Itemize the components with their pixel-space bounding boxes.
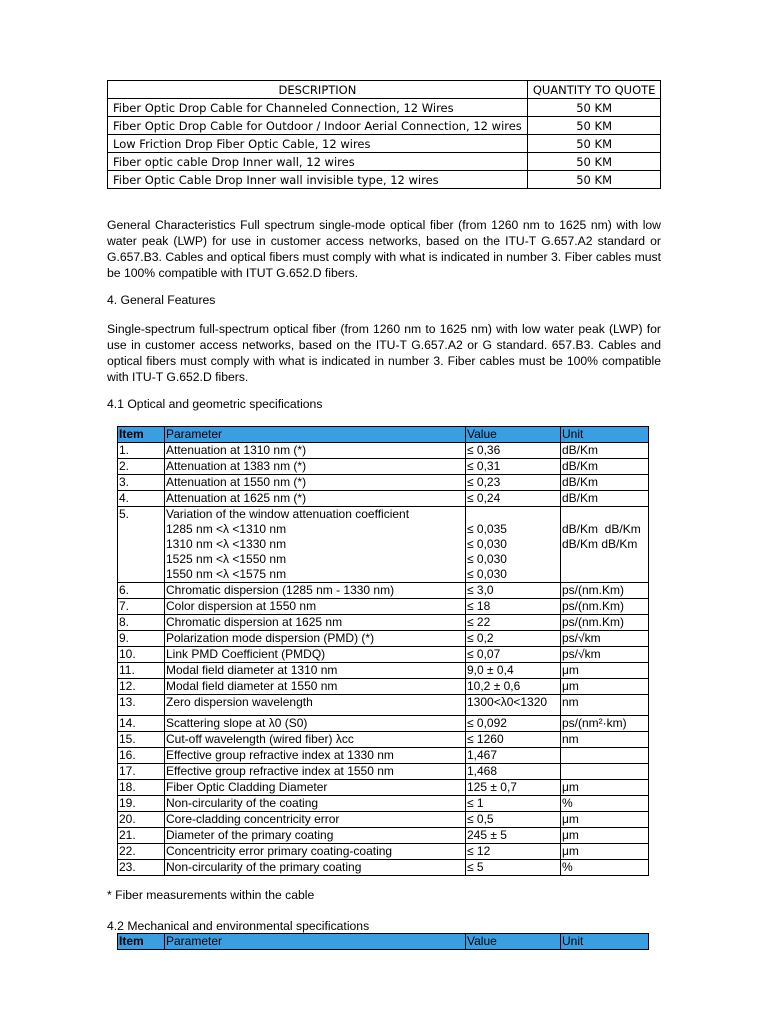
spec-value-cell: ≤ 0,24 [466,491,561,507]
spec-unit-cell: ps/(nm.Km) [561,615,649,631]
spec-parameter-cell: Attenuation at 1625 nm (*) [165,491,466,507]
spec-table-row [118,860,649,876]
spec-unit-cell: dB/Km [561,475,649,491]
spec-header-unit: Unit [561,427,649,443]
spec-unit-cell: μm [561,828,649,844]
quote-header-description: DESCRIPTION [108,81,528,99]
spec-value-cell: ≤ 5 [466,860,561,876]
optical-spec-table [117,426,649,876]
quote-table [107,80,661,189]
quote-table-header-row [108,81,661,99]
spec-table-row [118,647,649,663]
quote-description-cell: Fiber Optic Drop Cable for Channeled Connection, 12 Wires [108,99,528,117]
spec-unit-cell: μm [561,679,649,695]
footnote: * Fiber measurements within the cable [107,888,315,902]
mechanical-spec-table [117,933,649,950]
spec-parameter-cell: Non-circularity of the primary coating [165,860,466,876]
section-4-2-title: 4.2 Mechanical and environmental specifications [107,919,370,933]
spec-value-cell: ≤ 0,36 [466,443,561,459]
spec-unit-cell: ps/√km [561,631,649,647]
spec-unit-cell: μm [561,812,649,828]
spec-table-row [118,443,649,459]
spec-value-cell: 1,468 [466,764,561,780]
spec-parameter-cell: Fiber Optic Cladding Diameter [165,780,466,796]
spec-parameter-cell: Core-cladding concentricity error [165,812,466,828]
spec-value-cell: ≤ 0,2 [466,631,561,647]
quote-table-row [108,171,661,189]
quote-quantity-cell: 50 KM [527,153,661,171]
spec-table-row [118,615,649,631]
spec-unit-cell: ps/(nm²·km) [561,716,649,732]
spec-table-row [118,732,649,748]
quote-quantity-cell: 50 KM [527,171,661,189]
spec-unit-cell: μm [561,844,649,860]
spec-parameter-cell: Effective group refractive index at 1330 nm [165,748,466,764]
spec-table-body [118,443,649,876]
section-4-1-title: 4.1 Optical and geometric specifications [107,397,323,411]
quote-description-cell: Fiber Optic Drop Cable for Outdoor / Indoor Aerial Connection, 12 wires [108,117,528,135]
quote-table-row [108,99,661,117]
spec-value-cell: ≤ 3,0 [466,583,561,599]
spec-table-row [118,764,649,780]
spec-parameter-cell: Concentricity error primary coating-coating [165,844,466,860]
mech-header-parameter: Parameter [165,934,466,950]
general-characteristics-paragraph: General Characteristics Full spectrum single-mode optical fiber (from 1260 nm to 1625 nm) with low water peak (LWP) for use in customer access networks, based on the ITU-T G.657.A2 standard or G.657.B3. Cables and optical fibers must comply with what is indicated in number 3. Fiber cables must be 100% compatible with ITUT G.652.D fibers. [107,218,661,280]
spec-parameter-cell: Chromatic dispersion (1285 nm - 1330 nm) [165,583,466,599]
spec-table-row [118,695,649,716]
quote-description-cell: Fiber Optic Cable Drop Inner wall invisible type, 12 wires [108,171,528,189]
spec-item-cell: 6. [118,583,165,599]
spec-item-cell: 9. [118,631,165,647]
spec-table-row [118,583,649,599]
quote-quantity-cell: 50 KM [527,99,661,117]
mech-header-unit: Unit [561,934,649,950]
spec-item-cell: 19. [118,796,165,812]
spec-value-cell: ≤ 0,07 [466,647,561,663]
spec-table-row [118,631,649,647]
spec-parameter-cell: Polarization mode dispersion (PMD) (*) [165,631,466,647]
spec-value-cell: ≤ 0,31 [466,459,561,475]
spec-item-cell: 4. [118,491,165,507]
spec-unit-cell: ps/√km [561,647,649,663]
spec-table-row [118,475,649,491]
spec-item-cell: 13. [118,695,165,716]
quote-table-body [108,99,661,189]
spec-parameter-cell: Modal field diameter at 1310 nm [165,663,466,679]
spec-value-cell: ≤ 0,5 [466,812,561,828]
quote-quantity-cell: 50 KM [527,135,661,153]
spec-parameter-cell: Attenuation at 1550 nm (*) [165,475,466,491]
spec-parameter-cell: Zero dispersion wavelength [165,695,466,716]
quote-quantity-cell: 50 KM [527,117,661,135]
spec-parameter-cell: Diameter of the primary coating [165,828,466,844]
spec-table-row [118,459,649,475]
spec-value-cell: ≤ 12 [466,844,561,860]
spec-item-cell: 20. [118,812,165,828]
spec-unit-cell: dB/Km [561,491,649,507]
spec-table-row [118,716,649,732]
quote-description-cell: Low Friction Drop Fiber Optic Cable, 12 wires [108,135,528,153]
spec-item-cell: 17. [118,764,165,780]
spec-item-cell: 22. [118,844,165,860]
section-4-title: 4. General Features [107,293,216,307]
spec-unit-cell: μm [561,663,649,679]
spec-table-row [118,812,649,828]
spec-unit-cell: nm [561,732,649,748]
mech-header-value: Value [466,934,561,950]
spec-unit-cell: ps/(nm.Km) [561,599,649,615]
spec-unit-cell [561,764,649,780]
spec-item-cell: 18. [118,780,165,796]
spec-item-cell: 11. [118,663,165,679]
spec-parameter-cell: Effective group refractive index at 1550 nm [165,764,466,780]
spec-table-row [118,679,649,695]
spec-value-cell: 9,0 ± 0,4 [466,663,561,679]
spec-parameter-cell: Attenuation at 1383 nm (*) [165,459,466,475]
spec-header-value: Value [466,427,561,443]
spec-item-cell: 21. [118,828,165,844]
spec-unit-cell: ps/(nm.Km) [561,583,649,599]
spec-item-cell: 23. [118,860,165,876]
spec-value-cell: ≤ 0,035 ≤ 0,030 ≤ 0,030 ≤ 0,030 [466,507,561,583]
spec-item-cell: 10. [118,647,165,663]
spec-parameter-cell: Chromatic dispersion at 1625 nm [165,615,466,631]
spec-parameter-cell: Non-circularity of the coating [165,796,466,812]
spec-item-cell: 8. [118,615,165,631]
spec-item-cell: 3. [118,475,165,491]
spec-parameter-cell: Variation of the window attenuation coefficient 1285 nm <λ <1310 nm 1310 nm <λ <1330 nm 1525 nm <λ <1550 nm 1550 nm <λ <1575 nm [165,507,466,583]
quote-header-quantity: QUANTITY TO QUOTE [527,81,661,99]
spec-parameter-cell: Color dispersion at 1550 nm [165,599,466,615]
spec-unit-cell: % [561,860,649,876]
spec-header-item: Item [118,427,165,443]
spec-parameter-cell: Attenuation at 1310 nm (*) [165,443,466,459]
spec-header-parameter: Parameter [165,427,466,443]
spec-unit-cell: nm [561,695,649,716]
spec-table-row [118,599,649,615]
spec-value-cell: ≤ 0,23 [466,475,561,491]
spec-unit-cell: μm [561,780,649,796]
spec-value-cell: ≤ 22 [466,615,561,631]
spec-unit-cell: dB/Km [561,443,649,459]
spec-value-cell: ≤ 18 [466,599,561,615]
spec-parameter-cell: Modal field diameter at 1550 nm [165,679,466,695]
spec-table-row [118,491,649,507]
spec-table-row [118,663,649,679]
spec-item-cell: 12. [118,679,165,695]
mech-header-row [118,934,649,950]
spec-value-cell: ≤ 1 [466,796,561,812]
section-4-paragraph: Single-spectrum full-spectrum optical fiber (from 1260 nm to 1625 nm) with low water peak (LWP) for use in customer access networks, based on the ITU-T G.657.A2 or G standard. 657.B3. Cables and optical fibers must comply with what is indicated in number 3. Fiber cables must be 100% compatible with ITU-T G.652.D fibers. [107,322,661,384]
spec-item-cell: 5. [118,507,165,583]
spec-parameter-cell: Link PMD Coefficient (PMDQ) [165,647,466,663]
spec-table-row [118,796,649,812]
spec-unit-cell [561,748,649,764]
spec-header-row [118,427,649,443]
spec-item-cell: 15. [118,732,165,748]
spec-item-cell: 1. [118,443,165,459]
spec-item-cell: 2. [118,459,165,475]
spec-table-row [118,780,649,796]
spec-unit-cell: % [561,796,649,812]
spec-item-cell: 14. [118,716,165,732]
spec-table-row [118,507,649,583]
spec-table-row [118,828,649,844]
spec-value-cell: ≤ 1260 [466,732,561,748]
spec-unit-cell: dB/Km dB/Km dB/Km dB/Km [561,507,649,583]
quote-table-row [108,153,661,171]
mech-header-item: Item [118,934,165,950]
spec-parameter-cell: Cut-off wavelength (wired fiber) λcc [165,732,466,748]
spec-value-cell: ≤ 0,092 [466,716,561,732]
spec-value-cell: 1,467 [466,748,561,764]
spec-parameter-cell: Scattering slope at λ0 (S0) [165,716,466,732]
spec-item-cell: 16. [118,748,165,764]
spec-table-row [118,844,649,860]
spec-value-cell: 10,2 ± 0,6 [466,679,561,695]
spec-unit-cell: dB/Km [561,459,649,475]
spec-table-row [118,748,649,764]
spec-item-cell: 7. [118,599,165,615]
quote-description-cell: Fiber optic cable Drop Inner wall, 12 wires [108,153,528,171]
spec-value-cell: 125 ± 0,7 [466,780,561,796]
spec-value-cell: 245 ± 5 [466,828,561,844]
quote-table-row [108,117,661,135]
quote-table-row [108,135,661,153]
spec-value-cell: 1300<λ0<1320 [466,695,561,716]
